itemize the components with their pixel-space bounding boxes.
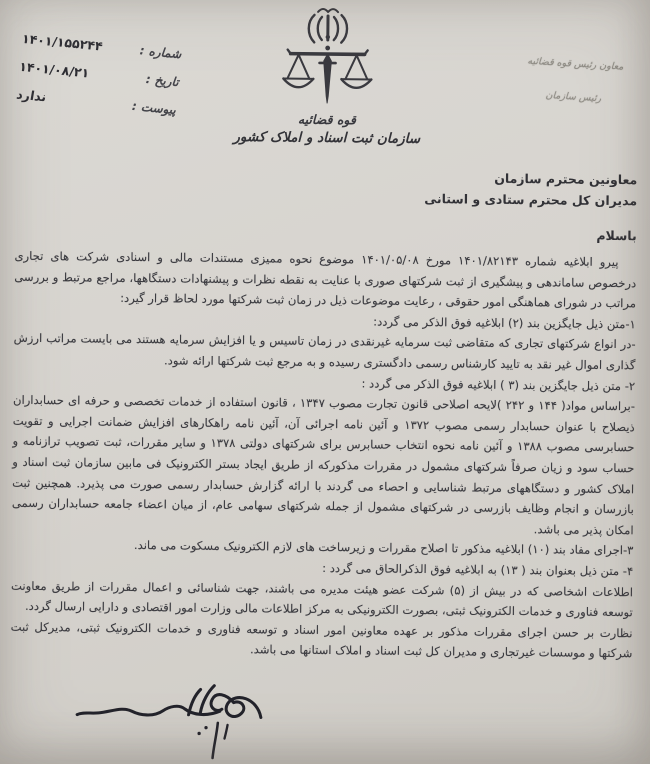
body-paragraph: -براساس مواد( ۱۴۴ و ۲۴۲ )لایحه اصلاحی قانون تجارت مصوب ۱۳۴۷ ، قانون استفاده از خدمات تخصصی و حرفه ای حسابداران ذیصلاح با عنوان حسابدار رسمی مصوب ۱۳۷۲ و آئین نامه اجرائی آن، آئین نامه راهکارهای افزایش ضمانت اجرایی و تقویت حسابرسی مصوب ۱۳۸۸ و آئین نامه نحوه انتخاب حسابرس برای شرکتهای دولتی ۱۳۷۸ و سایر مقررات، ثبت تصویب ترازنامه و حساب سود و زیان صرفاً شرکتهای مشمول در مقررات مذکورکه از طریق ایجاد بستر الکترونیک فی مابین سازمان ثبت اسناد و املاک کشور و دستگاههای مرتبط شناسایی و احصاء می گردند با ارائه گزارش حسابدار رسمی صورت می پذیرد. همچنین ثبت بازرسان و انجام وظایف بازرسی در شرکتهای مشمول از جمله شرکتهای سهامی عام، از میان اعضاء جامعه حسابداران رسمی امکان پذیر می باشد. [11,392,636,537]
number-label: شماره : [139,43,182,62]
meta-attachment-row [16,87,177,118]
body-paragraph: نظارت بر حسن اجرای مقررات مذکور بر عهده معاونین امور اسناد و توسعه فناوری و خدمات الکترونیک ثبتی، مدیرکل ثبت شرکتها و موسسات غیرتجاری و مدیران کل ثبت اسناد و املاک استانها می باشد. [10,619,633,661]
letterhead-emblem-block [207,3,448,148]
body-paragraph: ۱-متن ذیل جایگزین بند (۲) ابلاغیه فوق الذکر می گردد: [373,314,636,332]
letter-meta-block [15,31,182,130]
judiciary-title: قوه قضائیه [297,111,356,128]
letter-body [10,246,636,664]
officials-script-block [509,55,640,107]
judiciary-scales-emblem-icon [267,3,388,116]
body-paragraph: ۳-اجرای مفاد بند (۱۰) ابلاغیه مذکور تا اصلاح مقررات و زیرساخت های لازم الکترونیک مسکوت می ماند. [133,538,634,558]
body-paragraph: ۴- متن ذیل بعنوان بند ( ۱۳) به ابلاغیه فوق الذکرالحاق می گردد : [322,560,634,579]
letter-text-block [10,163,637,664]
signature-scrawl [53,681,269,763]
meta-date-row [19,59,180,90]
official-title-line1: معاون رئیس قوه قضائیه [527,55,624,73]
attachment-label: پیوست : [131,98,177,118]
addressee-line-1: معاونین محترم سازمان [494,170,638,188]
date-label: تاریخ : [145,72,180,90]
body-paragraph: -در انواع شرکتهای تجاری که متقاضی ثبت سرمایه غیرنقدی در زمان تاسیس و یا افزایش سرمایه هستند می بایست مراتب ارزش گذاری اموال غیر نقد به تایید کارشناس رسمی دادگستری رسیده و به مرجع ثبت شرکتها ارائه شود. [13,331,636,373]
number-value: ۱۴۰۱/۱۵۵۲۴۴ [20,30,104,54]
organization-title: سازمان ثبت اسناد و املاک کشور [233,129,421,147]
salutation: باسلام [596,227,637,244]
attachment-value: ندارد [15,86,48,105]
body-paragraph: ۲- متن ذیل جایگزین بند (۳ ) ابلاغیه فوق الذکر می گردد : [361,375,636,393]
addressee-line-2: مدیران کل محترم ستادی و استانی [424,191,638,209]
body-paragraph: پیرو ابلاغیه شماره ۱۴۰۱/۸۲۱۴۳ مورخ ۱۴۰۱/۰۵/۰۸ موضوع نحوه ممیزی مستندات مالی و اسنادی شرکت های تجاری درخصوص ساماندهی و پیشگیری از ثبت شرکتهای صوری با عنایت به نقطه نظرات و پیشنهادات دستگاهها، مراجع مرتبط و بررسی مراتب در شورای هماهنگی امور حقوقی ، رعایت موضوعات ذیل در زمان ثبت شرکتها مورد لحاظ قرار گیرد: [14,248,637,311]
body-paragraph: اطلاعات اشخاصی که در بیش از (۵) شرکت عضو هیئت مدیره می باشند، جهت شناسائی و اعمال مقررات از طریق معاونت توسعه فناوری و خدمات الکترونیک ثبتی، بصورت الکترونیکی به مرکز اطلاعات مالی وزارت امور اقتصادی و دارایی ارسال گردد. [10,578,634,620]
meta-number-row [21,31,182,62]
official-title-line2: رئیس سازمان [545,89,602,105]
date-value: ۱۴۰۱/۰۸/۲۱ [18,58,91,81]
